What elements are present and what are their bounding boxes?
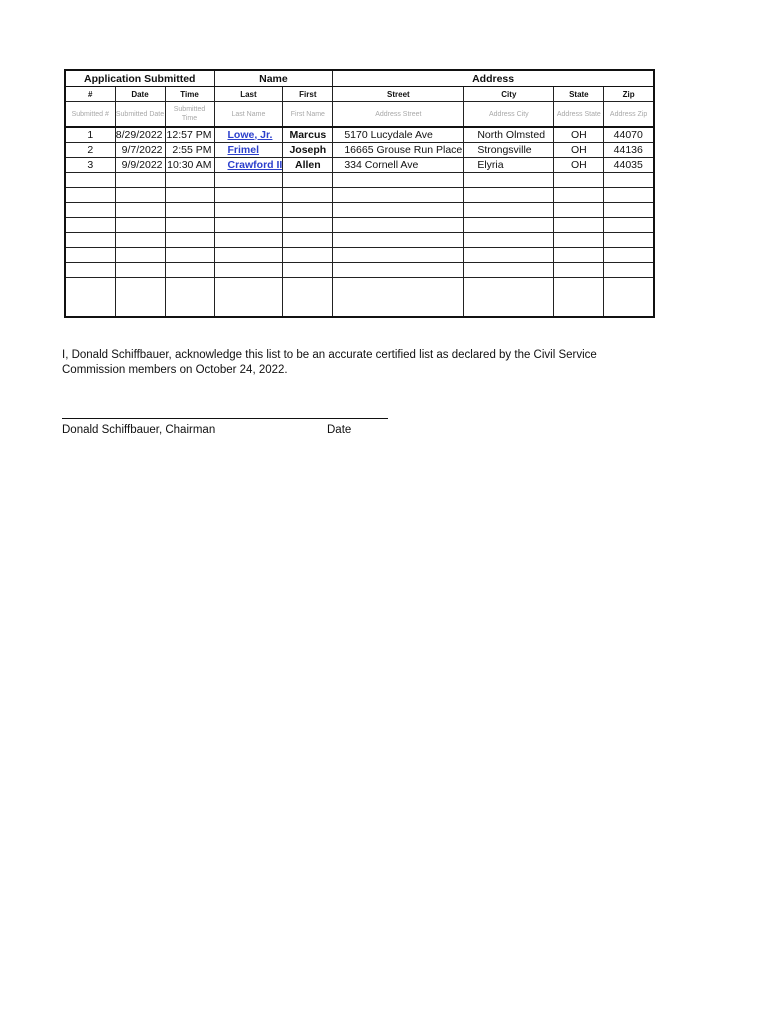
signature-line <box>62 418 388 419</box>
cell-street: 5170 Lucydale Ave <box>333 127 464 143</box>
cell-city: Strongsville <box>464 143 554 158</box>
empty-row <box>65 188 654 203</box>
cell-street: 334 Cornell Ave <box>333 158 464 173</box>
cell-last <box>214 158 283 173</box>
cell-last <box>214 127 283 143</box>
cell-zip: 44136 <box>604 143 654 158</box>
cell-zip: 44070 <box>604 127 654 143</box>
cell-city: North Olmsted <box>464 127 554 143</box>
empty-row <box>65 233 654 248</box>
table-row <box>65 158 654 173</box>
date-label: Date <box>327 424 352 436</box>
subheader-time: Submitted Time <box>165 102 214 128</box>
cell-state: OH <box>554 143 604 158</box>
empty-row <box>65 173 654 188</box>
applicant-table <box>64 69 655 318</box>
subheader-street: Address Street <box>333 102 464 128</box>
cell-last <box>214 143 283 158</box>
cell-num: 3 <box>65 158 115 173</box>
cell-zip: 44035 <box>604 158 654 173</box>
cell-state: OH <box>554 158 604 173</box>
column-header-time: Time <box>165 87 214 102</box>
column-header-last: Last <box>214 87 283 102</box>
empty-row <box>65 278 654 318</box>
cell-date: 9/9/2022 <box>115 158 165 173</box>
group-header-application: Application Submitted <box>65 70 214 87</box>
cell-city: Elyria <box>464 158 554 173</box>
cell-street: 16665 Grouse Run Place <box>333 143 464 158</box>
column-header-state: State <box>554 87 604 102</box>
empty-row <box>65 263 654 278</box>
column-header-street: Street <box>333 87 464 102</box>
table-row <box>65 143 654 158</box>
acknowledgement-text: I, Donald Schiffbauer, acknowledge this list to be an accurate certified list as declared by the Civil Service Commission members on October 24, 2022. <box>62 349 597 376</box>
column-header-num: # <box>65 87 115 102</box>
cell-time: 10:30 AM <box>165 158 214 173</box>
cell-first: Joseph <box>283 143 333 158</box>
table-row <box>65 127 654 143</box>
empty-row <box>65 203 654 218</box>
cell-first: Marcus <box>283 127 333 143</box>
subheader-state: Address State <box>554 102 604 128</box>
group-header-name: Name <box>214 70 333 87</box>
cell-date: 9/7/2022 <box>115 143 165 158</box>
column-header-zip: Zip <box>604 87 654 102</box>
column-header-first: First <box>283 87 333 102</box>
cell-num: 2 <box>65 143 115 158</box>
last-name-link[interactable]: Crawford II <box>227 158 283 171</box>
column-header-date: Date <box>115 87 165 102</box>
subheader-last: Last Name <box>214 102 283 128</box>
subheader-zip: Address Zip <box>604 102 654 128</box>
cell-num: 1 <box>65 127 115 143</box>
empty-row <box>65 248 654 263</box>
subheader-date: Submitted Date <box>115 102 165 128</box>
subheader-first: First Name <box>283 102 333 128</box>
cell-time: 12:57 PM <box>165 127 214 143</box>
cell-state: OH <box>554 127 604 143</box>
cell-date: 8/29/2022 <box>115 127 165 143</box>
empty-row <box>65 218 654 233</box>
subheader-num: Submitted # <box>65 102 115 128</box>
cell-time: 2:55 PM <box>165 143 214 158</box>
signatory-name: Donald Schiffbauer, Chairman <box>62 424 216 436</box>
subheader-city: Address City <box>464 102 554 128</box>
group-header-address: Address <box>333 70 654 87</box>
column-header-city: City <box>464 87 554 102</box>
last-name-link[interactable]: Lowe, Jr. <box>227 128 273 141</box>
last-name-link[interactable]: Frimel <box>227 143 260 156</box>
cell-first: Allen <box>283 158 333 173</box>
